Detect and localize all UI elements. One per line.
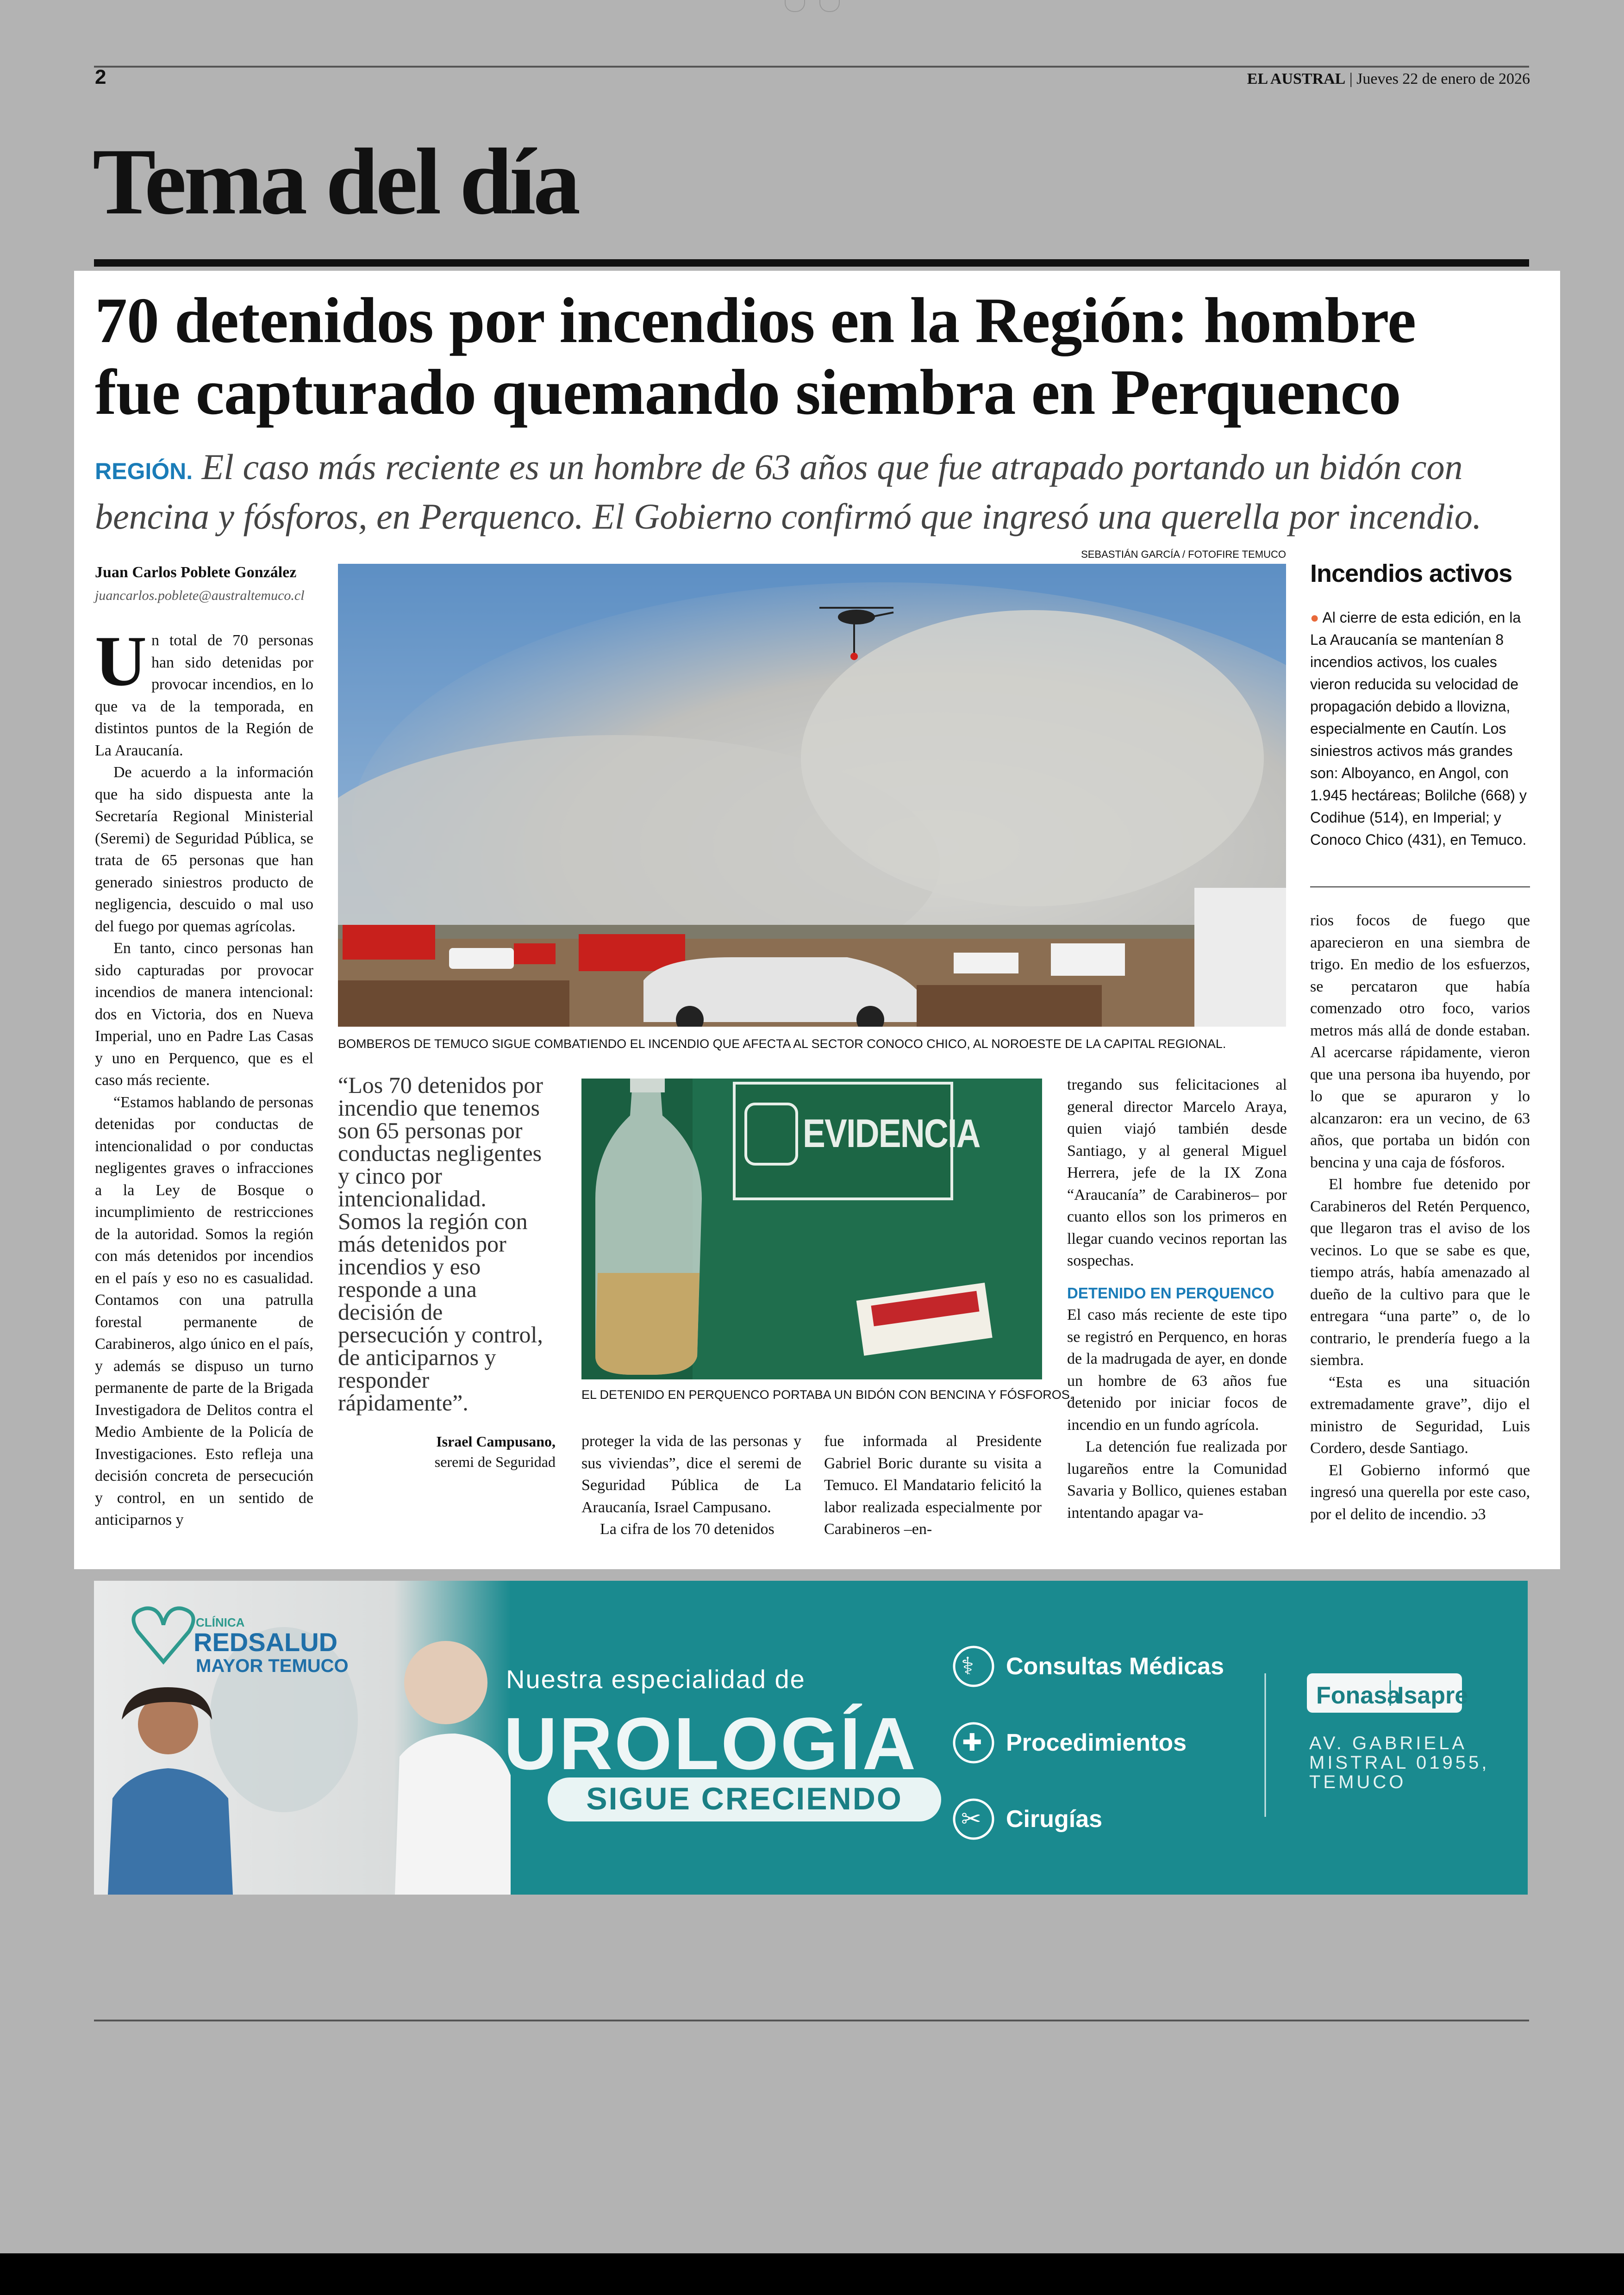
fire-photo xyxy=(338,564,1286,1027)
ad-pill: SIGUE CRECIENDO xyxy=(586,1781,903,1816)
fire-photo-caption: BOMBEROS DE TEMUCO SIGUE COMBATIENDO EL INCENDIO QUE AFECTA AL SECTOR CONOCO CHICO, AL NOROESTE DE LA CAPITAL REGIONAL. xyxy=(338,1037,1226,1051)
article-column-2 xyxy=(581,1430,801,1540)
service-cirugias: Cirugías xyxy=(1006,1806,1103,1833)
ad-brand: REDSALUD xyxy=(194,1628,338,1657)
quote-name: Israel Campusano, xyxy=(436,1433,556,1450)
sidebar-text xyxy=(1310,606,1532,851)
author-name: Juan Carlos Poblete González xyxy=(95,564,297,581)
headline-line-2: fue capturado quemando siembra en Perquenco xyxy=(95,356,1401,428)
prev-page-icon[interactable] xyxy=(785,0,805,12)
service-icon-procedimientos: ✚ xyxy=(962,1729,982,1756)
dropcap: U xyxy=(95,621,147,701)
deck-text: El caso más reciente es un hombre de 63 años que fue atrapado portando un bidón con bencina y fósforos, en Perquenco. El Gobierno confirmó que ingresó una querella por incendio. xyxy=(95,447,1482,536)
bullet-icon: ● xyxy=(1310,609,1319,626)
ad-specialty: UROLOGÍA xyxy=(504,1702,918,1785)
evidence-photo xyxy=(581,1079,1042,1379)
paragraph: La detención fue realizada por lugareños entre la Comunidad Savaria y Bollico, quienes estaban intentando apagar va- xyxy=(1067,1438,1287,1522)
sidebar-rule xyxy=(1310,886,1530,887)
bottom-bar xyxy=(0,2253,1624,2295)
sidebar-title: Incendios activos xyxy=(1310,560,1512,587)
deck-tag: REGIÓN. xyxy=(95,458,193,484)
end-mark-icon: ↄ3 xyxy=(1471,1505,1486,1523)
ad-address xyxy=(1309,1734,1489,1792)
paragraph: n total de 70 personas han sido detenidas por provocar incendios, en lo que va de la temporada, en distintos puntos de la Región de La Araucanía. xyxy=(95,632,313,759)
paragraph: De acuerdo a la información que ha sido dispuesta ante la Secretaría Regional Ministerial (Seremi) de Seguridad Pública, se trata de 65 personas que han generado siniestros producto de negligencia, descuido o mal uso del fuego por quemas agrícolas. xyxy=(95,764,313,935)
paragraph: “Estamos hablando de personas detenidas por conductas de intencionalidad o por conductas negligentes graves o infracciones a la Ley de Bosque o incumplimiento de restricciones de la autoridad. Somos la región con más detenidos por incendios en el país y eso no es casualidad. Contamos con una patrulla forestal permanente de Carabineros, algo único en el país, y además se dispuso un turno permanente de parte de la Brigada Investigadora de Delitos contra el Medio Ambiente de la Policía de Investigaciones. Esto refleja una decisión concreta de persecución y control, en un sentido de anticiparnos y xyxy=(95,1093,313,1528)
article-column-4 xyxy=(1067,1074,1287,1524)
header-rule xyxy=(94,66,1529,68)
author-email[interactable]: juancarlos.poblete@australtemuco.cl xyxy=(95,588,305,603)
ad-clinic-label: CLÍNICA xyxy=(196,1615,245,1629)
urology-ad[interactable] xyxy=(94,1581,1528,1895)
insurance-fonasa: Fonasa xyxy=(1316,1682,1401,1709)
page-number: 2 xyxy=(95,66,106,88)
ad-line1: Nuestra especialidad de xyxy=(506,1665,806,1694)
insurance-isapre: Isapre xyxy=(1397,1682,1468,1709)
article-deck xyxy=(95,444,1544,539)
service-icon-consultas: ⚕ xyxy=(961,1653,974,1680)
evidence-sign-text: EVIDENCIA xyxy=(803,1111,980,1156)
paragraph: rios focos de fuego que aparecieron en una siembra de trigo. En medio de los esfuerzos, se percataron que había comenzado otro foco, varios metros más allá de donde estaban. Al acercarse rápidamente, vieron que una persona iba huyendo, por lo que se apuraron y lo alcanzaron: era un vecino, de 63 años, que portaba un bidón con bencina y una caja de fósforos. xyxy=(1310,912,1530,1171)
quote-role: seremi de Seguridad xyxy=(434,1453,556,1470)
subhead: DETENIDO EN PERQUENCO xyxy=(1067,1284,1274,1302)
paragraph: El Gobierno informó que ingresó una querella por este caso, por el delito de incendio. xyxy=(1310,1461,1530,1523)
paragraph: El hombre fue detenido por Carabineros del Retén Perquenco, que llegaron tras el aviso de los vecinos. Lo que se sabe es que, tiempo atrás, había amenazado al dueño de la cultivo para que le entregara “una parte” o, de lo contrario, le prendería fuego a la siembra. xyxy=(1310,1176,1530,1369)
pull-quote: “Los 70 detenidos por incendio que tenemos son 65 personas por conductas negligentes y cinco por intencionalidad. Somos la región con más detenidos por incendios y eso responde a una decisión de persecución y control, de anticiparnos y responder rápidamente”. xyxy=(338,1072,543,1416)
issue-date: | Jueves 22 de enero de 2026 xyxy=(1349,70,1530,87)
photo-credit: SEBASTIÁN GARCÍA / FOTOFIRE TEMUCO xyxy=(1081,549,1286,560)
ad-brand-sub: MAYOR TEMUCO xyxy=(196,1656,349,1676)
section-rule xyxy=(94,259,1529,267)
address-line: AV. GABRIELA xyxy=(1309,1733,1468,1753)
masthead xyxy=(1247,70,1530,88)
paragraph: tregando sus felicitaciones al general director Marcelo Araya, quien viajó también desde Santiago, y al general Miguel Herrera, jefe de la IX Zona “Araucanía” de Carabineros– por cuanto ellos son los primeros en llegar cuando vecinos reportan las sospechas. xyxy=(1067,1076,1287,1269)
paragraph: “Esta es una situación extremadamente grave”, dijo el ministro de Seguridad, Luis Cordero, desde Santiago. xyxy=(1310,1373,1530,1457)
paragraph: El caso más reciente de este tipo se registró en Perquenco, en horas de la madrugada de ayer, en donde un hombre de 63 años fue detenido por iniciar focos de incendio en un fundo agrícola. xyxy=(1067,1306,1287,1434)
section-title: Tema del día xyxy=(93,129,578,234)
address-line: TEMUCO xyxy=(1309,1772,1406,1792)
article-column-5 xyxy=(1310,910,1530,1525)
paragraph: En tanto, cinco personas han sido capturadas por provocar incendios de manera intencional: dos en Victoria, dos en Nueva Imperial, uno en Padre Las Casas y uno en Perquenco, que es el caso más reciente. xyxy=(95,940,313,1089)
newspaper-name: EL AUSTRAL xyxy=(1247,70,1346,87)
service-icon-cirugias: ✂ xyxy=(961,1806,981,1833)
evidence-photo-caption: EL DETENIDO EN PERQUENCO PORTABA UN BIDÓN CON BENCINA Y FÓSFOROS. xyxy=(581,1388,1074,1402)
paragraph: proteger la vida de las personas y sus viviendas”, dice el seremi de Seguridad Pública de La Araucanía, Israel Campusano. xyxy=(581,1433,801,1516)
next-page-icon[interactable] xyxy=(819,0,840,12)
service-procedimientos: Procedimientos xyxy=(1006,1729,1187,1756)
article-column-1 xyxy=(95,621,313,1531)
paragraph: La cifra de los 70 detenidos xyxy=(600,1521,775,1538)
article-headline xyxy=(95,285,1539,428)
headline-line-1: 70 detenidos por incendios en la Región: hombre xyxy=(95,285,1416,356)
address-line: MISTRAL 01955, xyxy=(1309,1752,1490,1773)
sidebar-body: Al cierre de esta edición, en la La Araucanía se mantenían 8 incendios activos, los cuales vieron reducida su velocidad de propagación debido a llovizna, especialmente en Cautín. Los siniestros activos más grandes son: Alboyanco, en Angol, con 1.945 hectáreas; Bolilche (668) y Codihue (514), en Imperial; y Conoco Chico (431), en Temuco. xyxy=(1310,609,1527,848)
service-consultas: Consultas Médicas xyxy=(1006,1653,1224,1680)
quote-attribution xyxy=(338,1431,556,1472)
footer-rule xyxy=(94,2020,1529,2021)
paragraph: fue informada al Presidente Gabriel Boric durante su visita a Temuco. El Mandatario felicitó la labor realizada especialmente por Carabineros –en- xyxy=(824,1433,1042,1538)
article-column-3 xyxy=(824,1430,1042,1540)
